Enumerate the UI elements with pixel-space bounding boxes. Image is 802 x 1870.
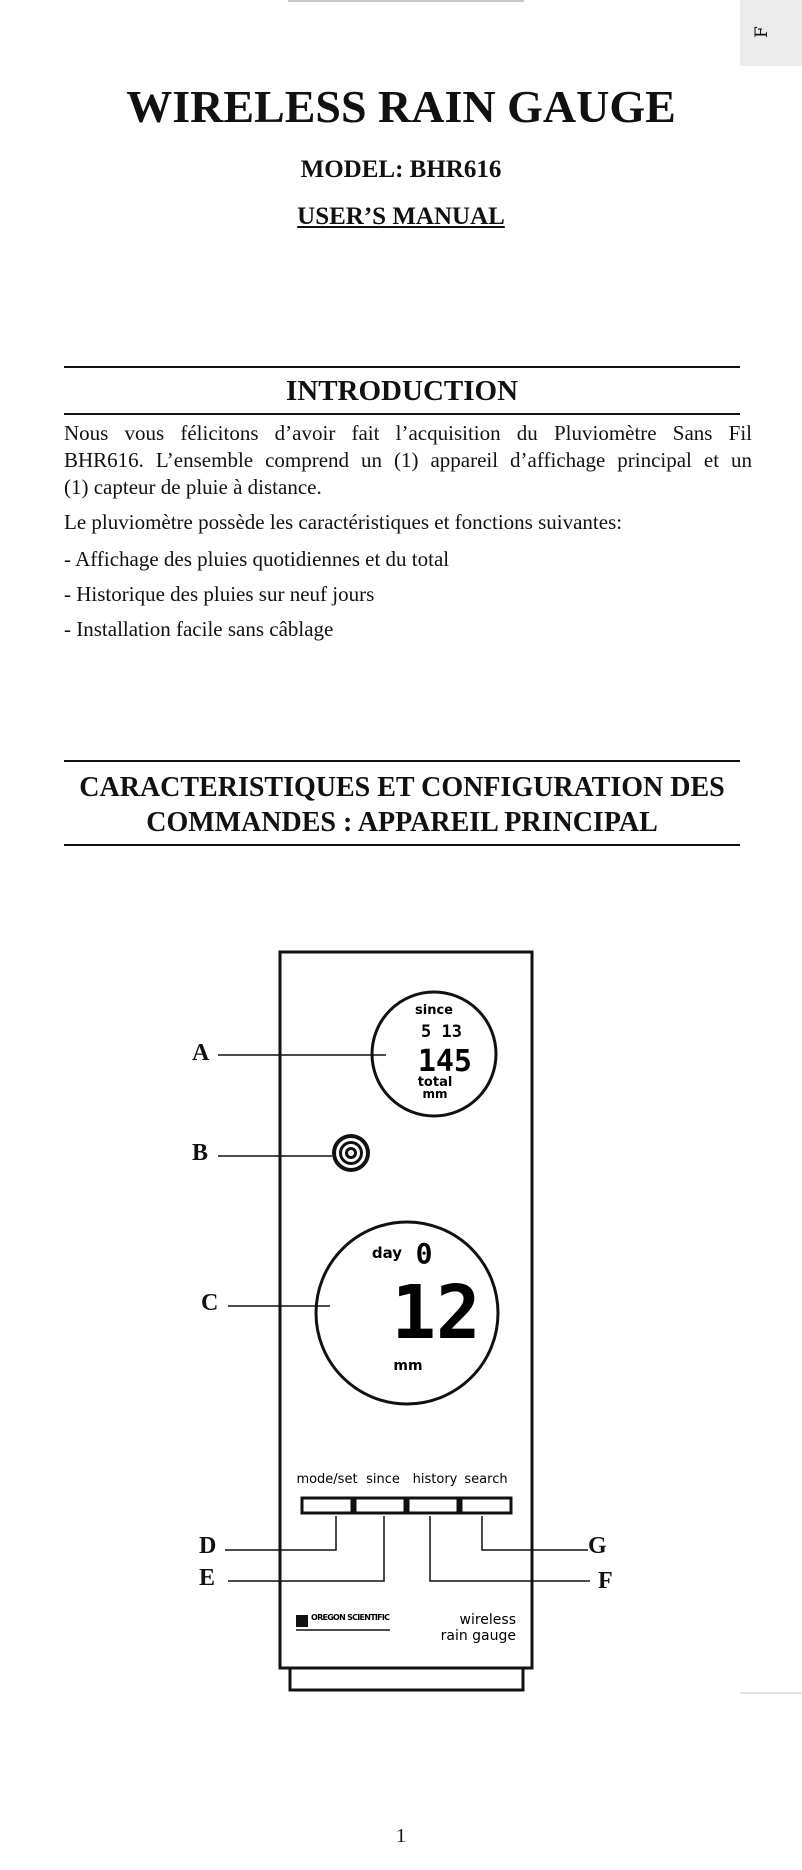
language-tab: [740, 0, 802, 66]
paragraph-line: Nous vous félicitons d’avoir fait l’acquisition du Pluviomètre Sans Fil: [64, 421, 752, 445]
search-button[interactable]: [461, 1498, 511, 1513]
signal-indicator-icon: [332, 1134, 370, 1172]
introduction-paragraph: [64, 420, 752, 501]
day-value: 0: [415, 1237, 433, 1270]
paragraph-line: BHR616. L’ensemble comprend un (1) appareil d’affichage principal et un: [64, 448, 752, 472]
callout-f: F: [598, 1568, 613, 1594]
manual-subtitle: USER’S MANUAL: [297, 203, 505, 230]
callout-a: A: [192, 1040, 210, 1066]
callout-g: G: [588, 1533, 607, 1559]
language-tab-label: F: [752, 26, 772, 38]
since-button[interactable]: [355, 1498, 405, 1513]
features-heading-line1: CARACTERISTIQUES ET CONFIGURATION DES: [79, 772, 725, 803]
top-unit-label: mm: [422, 1087, 448, 1101]
intro-rule-top: [64, 366, 740, 368]
since-button-label: since: [366, 1472, 400, 1487]
feature-item: - Affichage des pluies quotidiennes et du total: [64, 547, 450, 571]
main-unit-label: mm: [393, 1358, 423, 1374]
callout-d: D: [199, 1533, 217, 1559]
device-base: [290, 1668, 523, 1690]
rain-value: 12: [391, 1270, 481, 1356]
feature-item: - Historique des pluies sur neuf jours: [64, 582, 375, 606]
since-label: since: [415, 1003, 453, 1018]
features-intro: Le pluviomètre possède les caractéristiques et fonctions suivantes:: [64, 510, 623, 534]
features-rule-bottom: [64, 844, 740, 846]
product-label-line1: wireless: [459, 1612, 516, 1628]
introduction-heading: INTRODUCTION: [285, 375, 519, 407]
intro-rule-bottom: [64, 413, 740, 415]
page-number: 1: [396, 1825, 406, 1847]
callout-e: E: [199, 1565, 216, 1591]
history-button[interactable]: [408, 1498, 458, 1513]
product-label-line2: rain gauge: [440, 1628, 516, 1644]
document-title: WIRELESS RAIN GAUGE: [126, 81, 676, 132]
top-rule: [288, 0, 524, 2]
mode-set-button-label: mode/set: [296, 1472, 358, 1487]
features-heading: [64, 770, 740, 840]
total-label: total: [417, 1075, 453, 1090]
search-button-label: search: [464, 1472, 508, 1487]
callout-b: B: [192, 1140, 209, 1166]
feature-item: - Installation facile sans câblage: [64, 617, 334, 641]
paragraph-line: (1) capteur de pluie à distance.: [64, 475, 322, 499]
features-rule-top: [64, 760, 740, 762]
mode-set-button[interactable]: [302, 1498, 352, 1513]
features-heading-line2: COMMANDES : APPAREIL PRINCIPAL: [146, 807, 658, 838]
day-label: day: [371, 1244, 403, 1262]
device-illustration: [0, 940, 802, 1700]
since-date-value: 5 13: [421, 1022, 462, 1042]
callout-c: C: [201, 1290, 219, 1316]
history-button-label: history: [412, 1472, 458, 1487]
svg-text:OREGON SCIENTIFIC: OREGON SCIENTIFIC: [311, 1613, 391, 1622]
model-number: MODEL: BHR616: [300, 156, 502, 183]
total-value: 145: [417, 1044, 472, 1079]
